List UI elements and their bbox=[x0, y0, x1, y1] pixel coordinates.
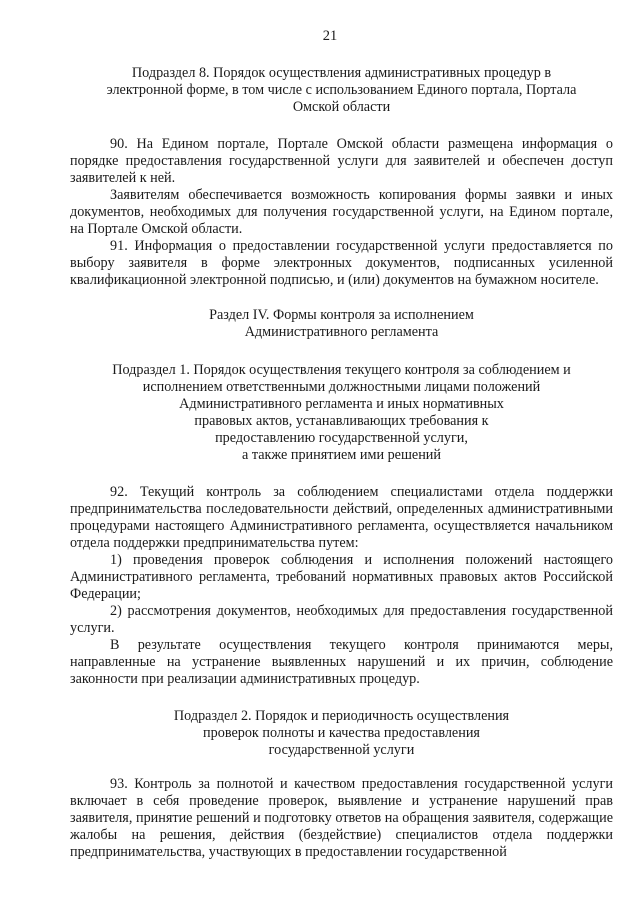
paragraph-90-copy-forms: Заявителям обеспечивается возможность копирования формы заявки и иных документов, необходимых для получения государственной услуги, на Едином портале, на Портале Омской области. bbox=[70, 187, 613, 237]
heading-line: Административного регламента и иных нормативных bbox=[179, 396, 504, 412]
page-number: 21 bbox=[322, 28, 338, 44]
paragraph-92-item-1: 1) проведения проверок соблюдения и исполнения положений настоящего Административного регламента, требований нормативных правовых актов Российской Федерации; bbox=[70, 552, 613, 602]
heading-line: исполнением ответственными должностными лицами положений bbox=[142, 379, 541, 395]
heading-line: электронной форме, в том числе с использованием Единого портала, Портала bbox=[106, 82, 577, 98]
paragraph-93: 93. Контроль за полнотой и качеством предоставления государственной услуги включает в себя проведение проверок, выявление и устранение нарушений прав заявителя, принятие решений и подготовку ответов на обращения заявителя, содержащие жалобы на решения, действия (бездействие) специалистов отдела поддержки предпринимательства, участвующих в предоставлении государственной bbox=[70, 776, 613, 860]
heading-line: Подраздел 1. Порядок осуществления текущего контроля за соблюдением и bbox=[112, 362, 571, 378]
heading-line: государственной услуги bbox=[268, 742, 415, 758]
heading-line: проверок полноты и качества предоставления bbox=[203, 725, 480, 741]
paragraph-90: 90. На Едином портале, Портале Омской области размещена информация о порядке предоставления государственной услуги для заявителей и обеспечен доступ заявителей к ней. bbox=[70, 136, 613, 186]
subsection-8-heading bbox=[70, 65, 613, 116]
heading-line: Раздел IV. Формы контроля за исполнением bbox=[209, 307, 474, 323]
heading-line: Подраздел 2. Порядок и периодичность осуществления bbox=[173, 708, 510, 724]
paragraph-92-item-2: 2) рассмотрения документов, необходимых для предоставления государственной услуги. bbox=[70, 603, 613, 636]
heading-line: Административного регламента bbox=[244, 324, 439, 340]
heading-line: правовых актов, устанавливающих требования к bbox=[194, 413, 489, 429]
section-4-heading bbox=[70, 307, 613, 341]
subsection-1-heading bbox=[70, 362, 613, 464]
heading-line: а также принятием ими решений bbox=[242, 447, 441, 463]
paragraph-91: 91. Информация о предоставлении государственной услуги предоставляется по выбору заявителя в форме электронных документов, подписанных усиленной квалификационной электронной подписью, и (или) документов на бумажном носителе. bbox=[70, 238, 613, 288]
subsection-2-heading bbox=[70, 708, 613, 759]
heading-line: предоставлению государственной услуги, bbox=[215, 430, 468, 446]
heading-line: Подраздел 8. Порядок осуществления административных процедур в bbox=[131, 65, 552, 81]
heading-line: Омской области bbox=[292, 99, 391, 115]
paragraph-92: 92. Текущий контроль за соблюдением специалистами отдела поддержки предпринимательства последовательности действий, определенных административными процедурами настоящего Административного регламента, осуществляется начальником отдела поддержки предпринимательства путем: bbox=[70, 484, 613, 551]
paragraph-92-result: В результате осуществления текущего контроля принимаются меры, направленные на устранение выявленных нарушений и их причин, соблюдение законности при реализации административных процедур. bbox=[70, 637, 613, 687]
